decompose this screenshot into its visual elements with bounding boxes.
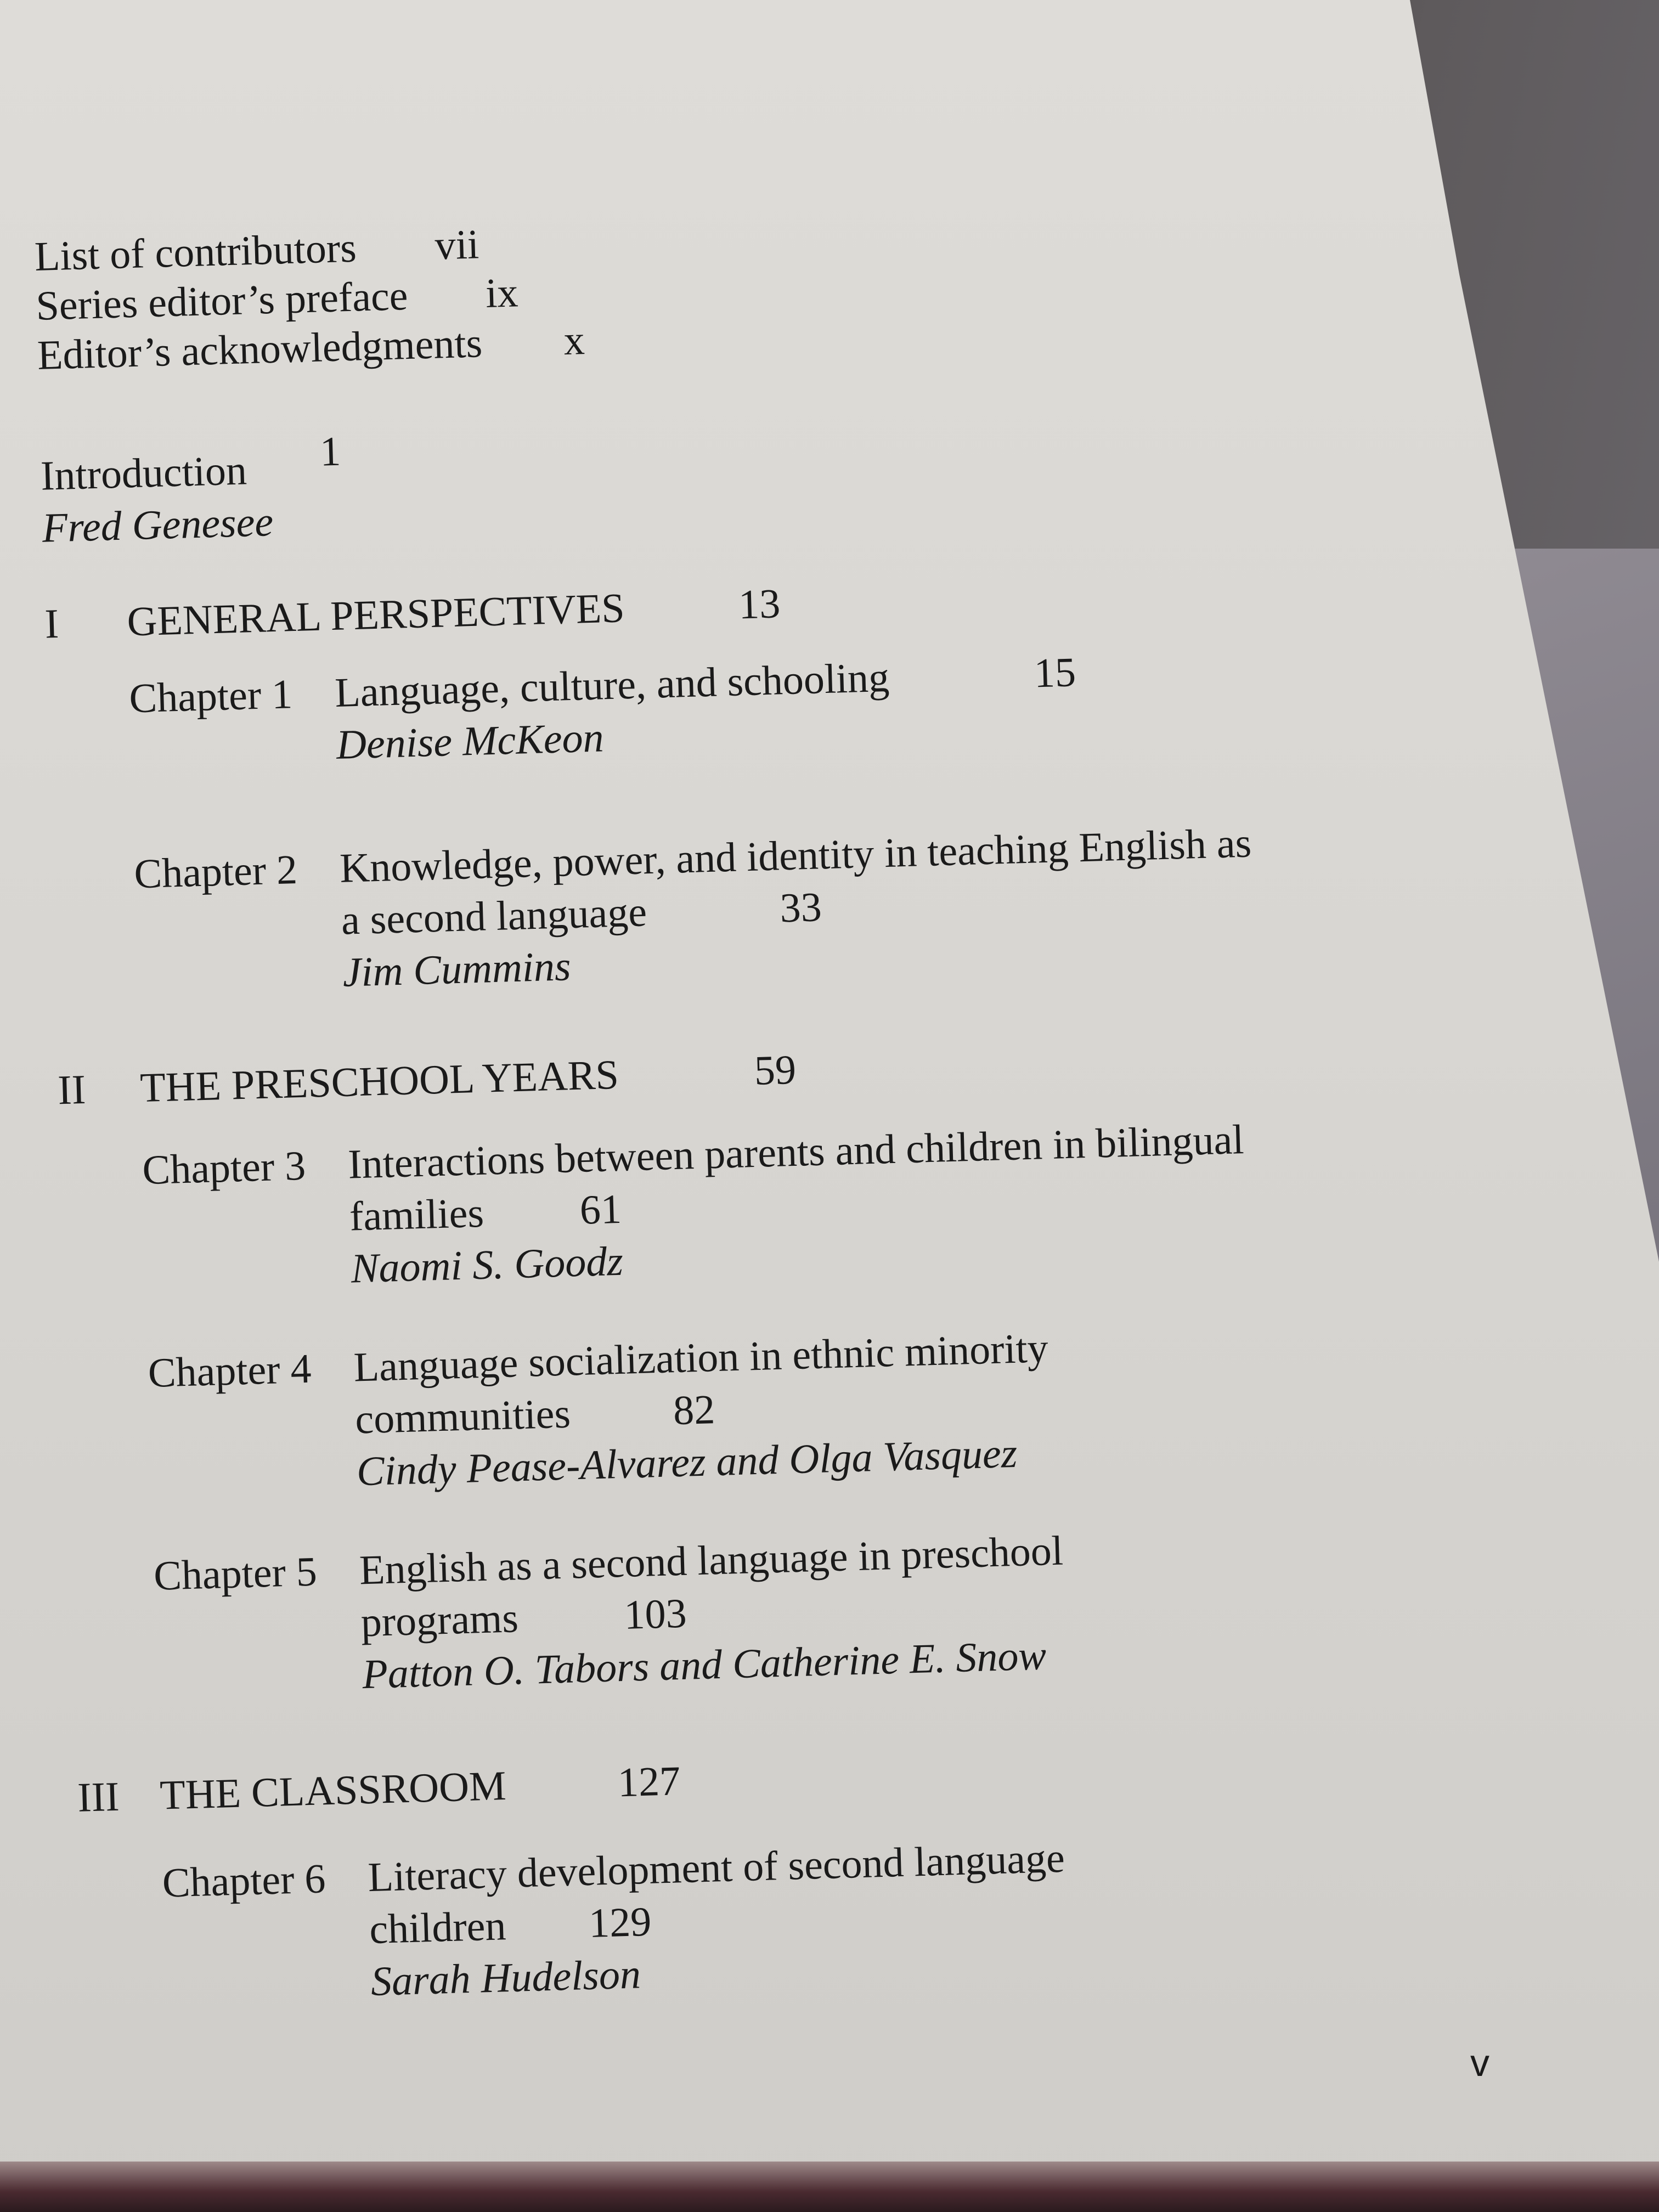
toc-front-matter-page: ix [485, 269, 519, 317]
toc-chapter-author: Sarah Hudelson [370, 1951, 641, 2005]
toc-chapter-title: Literacy development of second language [367, 1835, 1065, 1901]
toc-front-matter-title: List of contributors [33, 224, 357, 280]
toc-chapter-title-cont: families [348, 1189, 484, 1240]
toc-chapter-author: Denise McKeon [335, 714, 605, 768]
toc-front-matter-page: x [563, 317, 585, 364]
toc-chapter-label: Chapter 3 [142, 1142, 307, 1194]
toc-chapter-title: Knowledge, power, and identity in teaching English as [339, 820, 1252, 891]
toc-chapter-page: 129 [588, 1898, 652, 1946]
toc-front-matter-title: Series editor’s preface [35, 273, 409, 329]
page-bottom-edge [0, 2162, 1659, 2212]
toc-part-numeral: III [77, 1773, 120, 1821]
toc-part-page: 127 [617, 1758, 681, 1806]
toc-chapter-page: 82 [673, 1386, 716, 1434]
toc-part-numeral: I [44, 601, 60, 647]
toc-chapter-title-cont: children [369, 1903, 507, 1953]
toc-front-matter-title: Editor’s acknowledgments [36, 320, 483, 379]
toc-part-page: 13 [738, 580, 781, 628]
toc-chapter-page: 33 [779, 884, 822, 932]
toc-chapter-page: 103 [623, 1590, 687, 1638]
toc-chapter-page: 15 [1033, 649, 1077, 697]
toc-introduction-page: 1 [319, 428, 342, 475]
toc-chapter-title-cont: programs [360, 1595, 519, 1646]
toc-chapter-label: Chapter 5 [153, 1548, 318, 1599]
toc-part-numeral: II [57, 1066, 87, 1114]
page-number: v [1470, 2041, 1489, 2084]
toc-chapter-title: English as a second language in preschool [358, 1527, 1064, 1594]
toc-part-page: 59 [753, 1046, 797, 1094]
toc-part-title: THE PRESCHOOL YEARS [139, 1051, 619, 1111]
toc-chapter-title-cont: a second language [340, 889, 648, 944]
toc-chapter-label: Chapter 1 [128, 671, 294, 722]
toc-chapter-label: Chapter 4 [147, 1345, 312, 1396]
toc-chapter-author: Patton O. Tabors and Catherine E. Snow [362, 1632, 1047, 1698]
toc-part-title: GENERAL PERSPECTIVES [126, 585, 625, 645]
toc-chapter-label: Chapter 2 [133, 847, 298, 898]
toc-front-matter-page: vii [434, 221, 480, 269]
toc-chapter-author: Cindy Pease-Alvarez and Olga Vasquez [356, 1430, 1018, 1495]
toc-chapter-author: Jim Cummins [342, 943, 572, 996]
toc-chapter-title-cont: communities [354, 1390, 572, 1443]
toc-introduction-title: Introduction [40, 447, 247, 499]
toc-part-title: THE CLASSROOM [159, 1763, 507, 1819]
toc-chapter-label: Chapter 6 [161, 1855, 326, 1906]
toc-chapter-title: Interactions between parents and children in bilingual [347, 1116, 1245, 1188]
toc-chapter-title: Language, culture, and schooling [334, 654, 890, 716]
toc-chapter-title: Language socialization in ethnic minority [353, 1325, 1049, 1391]
toc-introduction-author: Fred Genesee [41, 499, 274, 551]
toc-chapter-page: 61 [579, 1186, 623, 1233]
toc-chapter-author: Naomi S. Goodz [350, 1238, 624, 1292]
